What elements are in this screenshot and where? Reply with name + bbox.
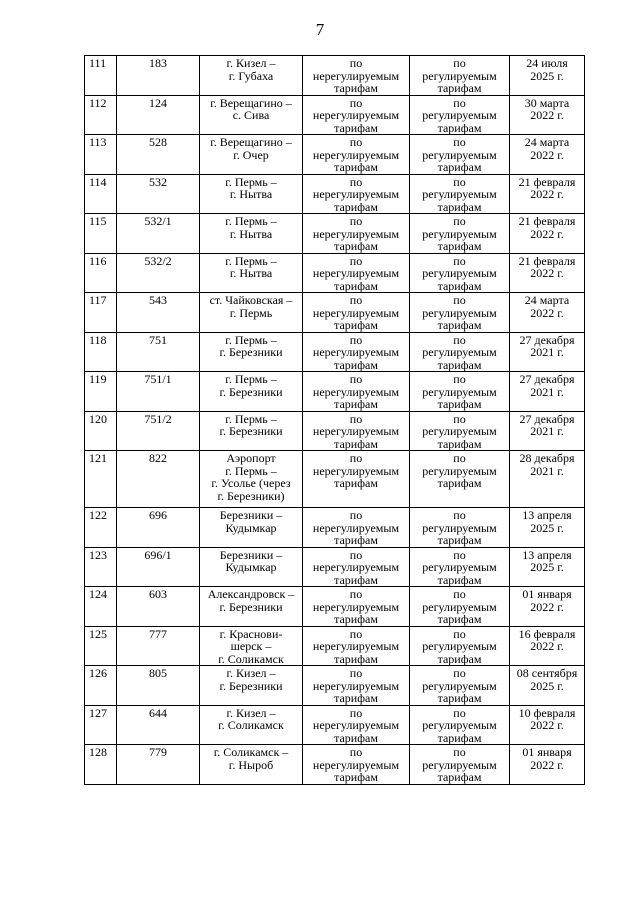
route-name-cell-text: г. Пермь – г. Нытва <box>225 174 277 201</box>
table-row <box>85 745 585 785</box>
row-number-cell-text: 116 <box>89 253 107 268</box>
carrier-type-cell <box>410 705 510 745</box>
row-number-cell-text: 124 <box>89 587 107 601</box>
table-row <box>85 705 585 745</box>
tariff-type-cell-text: по нерегулируемым тарифам <box>312 705 400 745</box>
date-cell-text: 13 апреля 2025 г. <box>522 547 572 574</box>
tariff-type-cell <box>303 411 410 451</box>
row-number-cell <box>85 587 117 627</box>
carrier-type-cell-text: по регулируемым тарифам <box>422 547 497 587</box>
row-number-cell <box>85 508 117 548</box>
routes-table <box>84 55 585 785</box>
carrier-type-cell <box>410 95 510 135</box>
route-number-cell-text: 532/1 <box>144 214 172 228</box>
carrier-type-cell <box>410 135 510 175</box>
carrier-type-cell <box>410 253 510 293</box>
route-name-cell-text: г. Кизел – г. Губаха <box>226 56 276 83</box>
route-number-cell-text: 532/2 <box>144 253 172 268</box>
route-number-cell <box>117 587 200 627</box>
date-cell-text: 30 марта 2022 г. <box>524 95 570 122</box>
route-number-cell-text: 696/1 <box>144 547 172 562</box>
route-number-cell-text: 543 <box>149 293 167 307</box>
route-name-cell-text: г. Краснови- шерск – г. Соликамск <box>218 626 284 666</box>
carrier-type-cell-text: по регулируемым тарифам <box>422 135 497 174</box>
table-row <box>85 508 585 548</box>
date-cell-text: 24 марта 2022 г. <box>524 135 570 162</box>
route-name-cell <box>200 95 303 135</box>
row-number-cell <box>85 56 117 96</box>
table-row <box>85 451 585 508</box>
date-cell-text: 16 февраля 2022 г. <box>518 626 576 653</box>
date-cell <box>510 293 585 333</box>
route-number-cell-text: 751/1 <box>144 372 172 386</box>
route-name-cell <box>200 547 303 587</box>
tariff-type-cell <box>303 587 410 627</box>
date-cell-text: 21 февраля 2022 г. <box>518 174 576 201</box>
route-number-cell <box>117 56 200 96</box>
carrier-type-cell-text: по регулируемым тарифам <box>422 56 497 95</box>
carrier-type-cell-text: по регулируемым тарифам <box>422 214 497 253</box>
row-number-cell <box>85 451 117 508</box>
route-number-cell-text: 805 <box>149 666 167 680</box>
date-cell <box>510 666 585 706</box>
tariff-type-cell-text: по нерегулируемым тарифам <box>312 451 400 490</box>
table-row <box>85 332 585 372</box>
tariff-type-cell <box>303 332 410 372</box>
route-number-cell <box>117 745 200 785</box>
carrier-type-cell <box>410 508 510 548</box>
route-number-cell-text: 751 <box>149 332 167 347</box>
table-row <box>85 626 585 666</box>
carrier-type-cell <box>410 214 510 254</box>
carrier-type-cell <box>410 293 510 333</box>
route-number-cell <box>117 411 200 451</box>
row-number-cell <box>85 745 117 785</box>
tariff-type-cell-text: по нерегулируемым тарифам <box>312 745 400 784</box>
date-cell <box>510 174 585 214</box>
route-number-cell <box>117 626 200 666</box>
date-cell <box>510 372 585 412</box>
route-number-cell-text: 532 <box>149 174 167 189</box>
date-cell <box>510 214 585 254</box>
table-row <box>85 666 585 706</box>
row-number-cell <box>85 174 117 214</box>
route-name-cell <box>200 372 303 412</box>
row-number-cell-text: 122 <box>89 508 107 522</box>
date-cell-text: 01 января 2022 г. <box>522 587 572 614</box>
route-number-cell-text: 124 <box>149 95 167 110</box>
route-name-cell <box>200 174 303 214</box>
row-number-cell-text: 127 <box>89 705 107 720</box>
carrier-type-cell <box>410 56 510 96</box>
row-number-cell-text: 126 <box>89 666 107 680</box>
route-number-cell <box>117 372 200 412</box>
route-number-cell <box>117 253 200 293</box>
date-cell <box>510 253 585 293</box>
row-number-cell-text: 113 <box>89 135 107 149</box>
route-number-cell-text: 777 <box>149 626 167 641</box>
tariff-type-cell <box>303 705 410 745</box>
date-cell <box>510 56 585 96</box>
date-cell-text: 24 марта 2022 г. <box>524 293 570 320</box>
route-name-cell <box>200 214 303 254</box>
row-number-cell <box>85 95 117 135</box>
table-row <box>85 253 585 293</box>
route-name-cell <box>200 135 303 175</box>
tariff-type-cell <box>303 451 410 508</box>
carrier-type-cell <box>410 547 510 587</box>
row-number-cell-text: 111 <box>89 56 107 70</box>
tariff-type-cell <box>303 293 410 333</box>
route-name-cell <box>200 56 303 96</box>
date-cell <box>510 705 585 745</box>
route-name-cell-text: г. Кизел – г. Соликамск <box>218 705 284 732</box>
route-name-cell-text: Березники – Кудымкар <box>219 508 283 535</box>
tariff-type-cell-text: по нерегулируемым тарифам <box>312 95 400 135</box>
route-name-cell-text: ст. Чайковская – г. Пермь <box>209 293 293 320</box>
carrier-type-cell-text: по регулируемым тарифам <box>422 253 497 293</box>
row-number-cell <box>85 666 117 706</box>
date-cell-text: 21 февраля 2022 г. <box>518 214 576 241</box>
route-name-cell-text: Березники – Кудымкар <box>219 547 283 574</box>
tariff-type-cell <box>303 372 410 412</box>
route-number-cell-text: 696 <box>149 508 167 522</box>
date-cell <box>510 332 585 372</box>
route-number-cell-text: 603 <box>149 587 167 601</box>
table-row <box>85 293 585 333</box>
carrier-type-cell <box>410 174 510 214</box>
page-number: 7 <box>315 20 325 39</box>
table-row <box>85 587 585 627</box>
carrier-type-cell <box>410 411 510 451</box>
row-number-cell <box>85 626 117 666</box>
tariff-type-cell-text: по нерегулируемым тарифам <box>312 174 400 214</box>
route-number-cell <box>117 451 200 508</box>
row-number-cell-text: 115 <box>89 214 107 228</box>
route-number-cell <box>117 508 200 548</box>
route-name-cell-text: г. Пермь – г. Березники <box>219 332 283 359</box>
route-number-cell <box>117 174 200 214</box>
table-row <box>85 95 585 135</box>
date-cell <box>510 135 585 175</box>
route-name-cell <box>200 666 303 706</box>
date-cell-text: 01 января 2022 г. <box>522 745 572 772</box>
route-name-cell <box>200 253 303 293</box>
date-cell-text: 24 июля 2025 г. <box>526 56 568 83</box>
tariff-type-cell <box>303 253 410 293</box>
carrier-type-cell-text: по регулируемым тарифам <box>422 666 497 705</box>
tariff-type-cell-text: по нерегулируемым тарифам <box>312 214 400 253</box>
route-name-cell-text: г. Пермь – г. Березники <box>219 372 283 399</box>
carrier-type-cell-text: по регулируемым тарифам <box>422 705 497 745</box>
route-number-cell <box>117 666 200 706</box>
row-number-cell <box>85 253 117 293</box>
route-number-cell <box>117 332 200 372</box>
date-cell <box>510 95 585 135</box>
tariff-type-cell <box>303 135 410 175</box>
tariff-type-cell <box>303 95 410 135</box>
row-number-cell <box>85 372 117 412</box>
carrier-type-cell <box>410 451 510 508</box>
date-cell-text: 27 декабря 2021 г. <box>519 411 575 438</box>
carrier-type-cell <box>410 372 510 412</box>
route-name-cell-text: Аэропорт г. Пермь – г. Усолье (через г. Березники) <box>211 451 291 503</box>
tariff-type-cell <box>303 174 410 214</box>
carrier-type-cell-text: по регулируемым тарифам <box>422 587 497 626</box>
route-number-cell <box>117 95 200 135</box>
routes-table-body <box>85 56 585 785</box>
route-number-cell-text: 751/2 <box>144 411 172 426</box>
tariff-type-cell-text: по нерегулируемым тарифам <box>312 253 400 293</box>
carrier-type-cell-text: по регулируемым тарифам <box>422 174 497 214</box>
tariff-type-cell-text: по нерегулируемым тарифам <box>312 372 400 411</box>
route-name-cell <box>200 451 303 508</box>
route-number-cell <box>117 214 200 254</box>
route-number-cell-text: 183 <box>149 56 167 70</box>
carrier-type-cell-text: по регулируемым тарифам <box>422 293 497 332</box>
tariff-type-cell-text: по нерегулируемым тарифам <box>312 135 400 174</box>
row-number-cell-text: 120 <box>89 411 107 426</box>
table-row <box>85 547 585 587</box>
route-number-cell-text: 822 <box>149 451 167 465</box>
row-number-cell <box>85 332 117 372</box>
tariff-type-cell-text: по нерегулируемым тарифам <box>312 587 400 626</box>
date-cell <box>510 508 585 548</box>
carrier-type-cell-text: по регулируемым тарифам <box>422 626 497 666</box>
carrier-type-cell <box>410 626 510 666</box>
date-cell-text: 28 декабря 2021 г. <box>519 451 575 478</box>
tariff-type-cell-text: по нерегулируемым тарифам <box>312 666 400 705</box>
row-number-cell-text: 118 <box>89 332 107 347</box>
route-number-cell-text: 528 <box>149 135 167 149</box>
date-cell <box>510 745 585 785</box>
route-number-cell <box>117 293 200 333</box>
row-number-cell <box>85 214 117 254</box>
route-name-cell <box>200 293 303 333</box>
route-number-cell <box>117 705 200 745</box>
date-cell-text: 13 апреля 2025 г. <box>522 508 572 535</box>
row-number-cell-text: 119 <box>89 372 107 386</box>
row-number-cell <box>85 411 117 451</box>
table-row <box>85 372 585 412</box>
row-number-cell <box>85 705 117 745</box>
carrier-type-cell-text: по регулируемым тарифам <box>422 332 497 372</box>
route-name-cell-text: г. Пермь – г. Нытва <box>225 253 277 280</box>
tariff-type-cell <box>303 666 410 706</box>
tariff-type-cell <box>303 214 410 254</box>
row-number-cell-text: 112 <box>89 95 107 110</box>
carrier-type-cell-text: по регулируемым тарифам <box>422 451 497 490</box>
route-name-cell <box>200 745 303 785</box>
date-cell <box>510 587 585 627</box>
route-name-cell-text: г. Пермь – г. Нытва <box>225 214 277 241</box>
route-name-cell-text: Александровск – г. Березники <box>207 587 295 614</box>
table-row <box>85 214 585 254</box>
tariff-type-cell <box>303 626 410 666</box>
row-number-cell-text: 123 <box>89 547 107 562</box>
row-number-cell <box>85 547 117 587</box>
route-number-cell-text: 644 <box>149 705 167 720</box>
route-name-cell-text: г. Соликамск – г. Ныроб <box>213 745 289 772</box>
row-number-cell-text: 121 <box>89 451 107 465</box>
carrier-type-cell <box>410 745 510 785</box>
tariff-type-cell <box>303 745 410 785</box>
carrier-type-cell-text: по регулируемым тарифам <box>422 95 497 135</box>
tariff-type-cell-text: по нерегулируемым тарифам <box>312 508 400 547</box>
tariff-type-cell-text: по нерегулируемым тарифам <box>312 332 400 372</box>
tariff-type-cell-text: по нерегулируемым тарифам <box>312 411 400 451</box>
date-cell-text: 21 февраля 2022 г. <box>518 253 576 280</box>
table-row <box>85 135 585 175</box>
row-number-cell <box>85 135 117 175</box>
carrier-type-cell-text: по регулируемым тарифам <box>422 372 497 411</box>
table-row <box>85 411 585 451</box>
row-number-cell-text: 128 <box>89 745 107 759</box>
route-number-cell <box>117 135 200 175</box>
carrier-type-cell-text: по регулируемым тарифам <box>422 745 497 784</box>
date-cell-text: 27 декабря 2021 г. <box>519 372 575 399</box>
row-number-cell-text: 117 <box>89 293 107 307</box>
route-name-cell <box>200 587 303 627</box>
date-cell <box>510 547 585 587</box>
date-cell-text: 27 декабря 2021 г. <box>519 332 575 359</box>
carrier-type-cell <box>410 332 510 372</box>
route-name-cell <box>200 508 303 548</box>
tariff-type-cell <box>303 508 410 548</box>
route-number-cell <box>117 547 200 587</box>
date-cell-text: 08 сентября 2025 г. <box>516 666 578 693</box>
route-name-cell <box>200 332 303 372</box>
date-cell-text: 10 февраля 2022 г. <box>518 705 576 732</box>
row-number-cell-text: 125 <box>89 626 107 641</box>
route-name-cell-text: г. Верещагино – г. Очер <box>210 135 292 162</box>
tariff-type-cell <box>303 547 410 587</box>
route-number-cell-text: 779 <box>149 745 167 759</box>
date-cell <box>510 451 585 508</box>
tariff-type-cell-text: по нерегулируемым тарифам <box>312 547 400 587</box>
route-name-cell <box>200 626 303 666</box>
table-row <box>85 56 585 96</box>
date-cell <box>510 626 585 666</box>
tariff-type-cell-text: по нерегулируемым тарифам <box>312 626 400 666</box>
route-name-cell <box>200 705 303 745</box>
carrier-type-cell <box>410 587 510 627</box>
carrier-type-cell-text: по регулируемым тарифам <box>422 508 497 547</box>
tariff-type-cell <box>303 56 410 96</box>
tariff-type-cell-text: по нерегулируемым тарифам <box>312 293 400 332</box>
route-name-cell-text: г. Кизел – г. Березники <box>219 666 283 693</box>
row-number-cell-text: 114 <box>89 174 107 189</box>
route-name-cell-text: г. Верещагино – с. Сива <box>210 95 292 122</box>
table-row <box>85 174 585 214</box>
carrier-type-cell-text: по регулируемым тарифам <box>422 411 497 451</box>
tariff-type-cell-text: по нерегулируемым тарифам <box>312 56 400 95</box>
date-cell <box>510 411 585 451</box>
route-name-cell <box>200 411 303 451</box>
carrier-type-cell <box>410 666 510 706</box>
row-number-cell <box>85 293 117 333</box>
route-name-cell-text: г. Пермь – г. Березники <box>219 411 283 438</box>
